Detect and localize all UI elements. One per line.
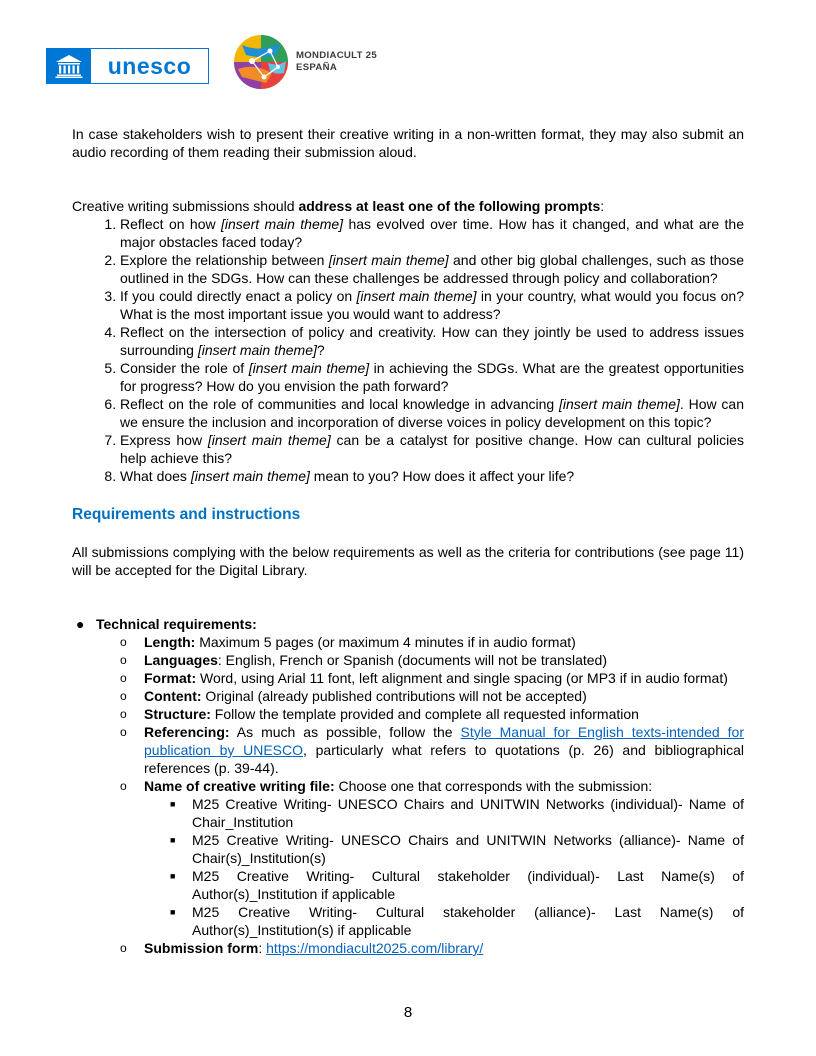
intro-paragraph: In case stakeholders wish to present their creative writing in a non-written format, they may also submit an audio recording of them reading their submission aloud. xyxy=(72,126,744,160)
circle-bullet-icon: o xyxy=(120,671,127,685)
section-heading: Requirements and instructions xyxy=(72,506,301,523)
unesco-wordmark: unesco xyxy=(107,52,192,79)
mondiacult-globe-icon xyxy=(232,33,290,91)
prompt-item: 1. Reflect on how [insert main theme] has evolved over time. How has it changed, and what are the major obstacles faced today? xyxy=(120,215,744,251)
circle-bullet-icon: o xyxy=(120,653,127,667)
prompt-item: 3. If you could directly enact a policy on [insert main theme] in your country, what would you focus on? What is the most important issue you would want to address? xyxy=(120,287,744,323)
square-bullet-icon: ■ xyxy=(170,799,176,809)
req-length: o Length: Maximum 5 pages (or maximum 4 minutes if in audio format) xyxy=(120,634,576,650)
filename-option: ■ M25 Creative Writing- UNESCO Chairs and UNITWIN Networks (alliance)- Name of Chair(s)_Institution(s) xyxy=(170,832,744,866)
square-bullet-icon: ■ xyxy=(170,907,176,917)
filename-option: ■ M25 Creative Writing- Cultural stakeholder (alliance)- Last Name(s) of Author(s)_Institution(s) if applicable xyxy=(170,904,744,938)
requirements-list xyxy=(72,633,744,957)
filename-option: ■ M25 Creative Writing- UNESCO Chairs and UNITWIN Networks (individual)- Name of Chair_Institution xyxy=(170,796,744,830)
mondiacult-country: ESPAÑA xyxy=(296,62,338,73)
mondiacult-title: MONDIACULT 25 xyxy=(296,50,378,61)
req-structure: o Structure: Follow the template provided and complete all requested information xyxy=(120,706,639,722)
circle-bullet-icon: o xyxy=(120,725,127,739)
unesco-logo xyxy=(46,48,209,84)
square-bullet-icon: ■ xyxy=(170,871,176,881)
prompt-item: 4. Reflect on the intersection of policy and creativity. How can they jointly be used to address issues surrounding [insert main theme]? xyxy=(120,323,744,359)
technical-requirements xyxy=(72,615,744,633)
circle-bullet-icon: o xyxy=(120,635,127,649)
mondiacult-logo xyxy=(232,33,377,91)
req-format: o Format: Word, using Arial 11 font, left alignment and single spacing (or MP3 if in audio format) xyxy=(120,670,728,686)
req-submission: o Submission form: https://mondiacult2025.com/library/ xyxy=(120,940,484,956)
prompt-item: 5. Consider the role of [insert main theme] in achieving the SDGs. What are the greatest opportunities for progress? How do you envision the path forward? xyxy=(120,359,744,395)
prompts-list xyxy=(72,215,744,485)
filename-option: ■ M25 Creative Writing- Cultural stakeholder (individual)- Last Name(s) of Author(s)_Institution if applicable xyxy=(170,868,744,902)
prompts-lead: Creative writing submissions should address at least one of the following prompts: xyxy=(72,198,605,214)
req-referencing: o Referencing: As much as possible, follow the Style Manual for English texts-intended for publication by UNESCO, particularly what refers to quotations (p. 26) and bibliographical references (p. 39-44). xyxy=(120,724,745,776)
circle-bullet-icon: o xyxy=(120,689,127,703)
filename-options xyxy=(144,795,744,939)
prompt-item: 6. Reflect on the role of communities and local knowledge in advancing [insert main theme]. How can we ensure the inclusion and incorporation of diverse voices in policy development on this topic? xyxy=(120,395,744,431)
document-body xyxy=(72,125,744,957)
circle-bullet-icon: o xyxy=(120,707,127,721)
circle-bullet-icon: o xyxy=(120,779,127,793)
square-bullet-icon: ■ xyxy=(170,835,176,845)
prompt-item: 2. Explore the relationship between [insert main theme] and other big global challenges, such as those outlined in the SDGs. How can these challenges be addressed through policy and collaboration? xyxy=(120,251,744,287)
style-manual-link[interactable]: Style Manual for English texts-intended for publication by UNESCO xyxy=(144,724,745,758)
prompt-item: 7. Express how [insert main theme] can be a catalyst for positive change. How can cultural policies help achieve this? xyxy=(120,431,744,467)
circle-bullet-icon: o xyxy=(120,941,127,955)
req-languages: o Languages: English, French or Spanish (documents will not be translated) xyxy=(120,652,607,668)
section-intro: All submissions complying with the below requirements as well as the criteria for contributions (see page 11) will be accepted for the Digital Library. xyxy=(72,544,744,578)
req-filename: o Name of creative writing file: Choose one that corresponds with the submission: ■ M25 Creative Writing- UNESCO Chairs and UNITWIN Networks (individual)- Name of Chair_Institution ■ M25 Creative Writing- UNESCO Chairs and UNITWIN Networks (alliance)- Name of Chair(s)_Institution(s) ■ M25 Creative Writing- Cultural stakeholder (individual)- Last Name(s) of Author(s)_Institution if applicable ■ M25 Creative Writing- Cultural stakeholder (alliance)- Last Name(s) of Author(s)_Institution(s) if applicable xyxy=(120,778,744,938)
prompt-item: 8. What does [insert main theme] mean to you? How does it affect your life? xyxy=(120,467,744,485)
page-number: 8 xyxy=(403,1004,413,1021)
submission-form-link[interactable]: https://mondiacult2025.com/library/ xyxy=(266,940,484,956)
req-content: o Content: Original (already published contributions will not be accepted) xyxy=(120,688,587,704)
technical-title: Technical requirements: xyxy=(96,616,257,632)
unesco-temple-icon xyxy=(47,49,91,83)
bullet-icon: ● xyxy=(76,616,85,632)
